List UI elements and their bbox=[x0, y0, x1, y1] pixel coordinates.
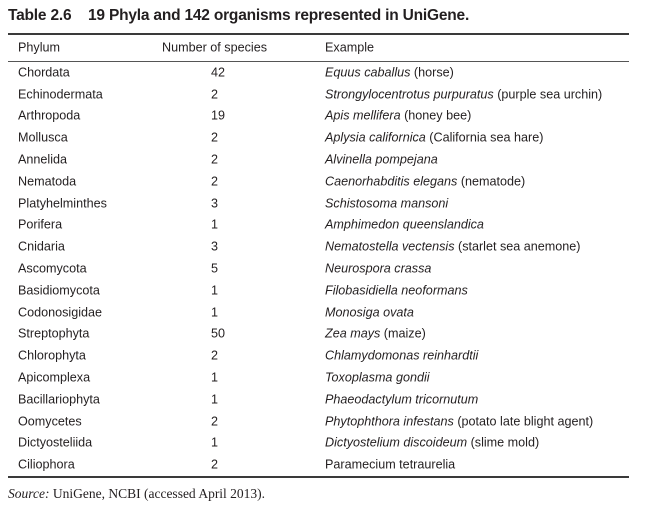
example-scientific-name: Alvinella pompejana bbox=[325, 152, 438, 167]
example-scientific-name: Zea mays bbox=[325, 327, 381, 342]
species-count-cell: 1 bbox=[211, 370, 219, 385]
table-row bbox=[8, 345, 629, 367]
phylum-cell: Codonosigidae bbox=[18, 305, 103, 320]
species-count-cell: 3 bbox=[211, 196, 219, 211]
species-count-cell: 50 bbox=[211, 327, 226, 342]
table-row bbox=[8, 367, 629, 389]
phylum-cell: Cnidaria bbox=[18, 239, 65, 254]
example-cell bbox=[325, 437, 539, 450]
example-common-name: (maize) bbox=[380, 327, 426, 342]
phylum-cell: Porifera bbox=[18, 218, 63, 233]
phylum-cell: Chordata bbox=[18, 65, 70, 80]
example-common-name: (horse) bbox=[410, 65, 454, 80]
table-row bbox=[8, 280, 629, 302]
source-text: UniGene, NCBI (accessed April 2013). bbox=[49, 486, 266, 501]
phylum-cell: Ascomycota bbox=[18, 261, 87, 276]
table-row bbox=[8, 215, 629, 237]
example-cell bbox=[325, 372, 430, 385]
example-cell bbox=[325, 110, 471, 123]
table-row bbox=[8, 171, 629, 193]
example-common-name: (slime mold) bbox=[467, 436, 540, 451]
phylum-cell: Streptophyta bbox=[18, 327, 90, 342]
table-row bbox=[8, 236, 629, 258]
phylum-cell: Ciliophora bbox=[18, 457, 75, 472]
species-count-cell: 1 bbox=[211, 436, 219, 451]
phylum-cell: Arthropoda bbox=[18, 109, 81, 124]
example-cell bbox=[325, 219, 484, 232]
example-cell bbox=[325, 67, 454, 80]
species-count-cell: 2 bbox=[211, 130, 219, 145]
table-row bbox=[8, 302, 629, 324]
example-cell bbox=[325, 306, 414, 319]
phylum-cell: Mollusca bbox=[18, 130, 68, 145]
example-common-name: (potato late blight agent) bbox=[453, 414, 594, 429]
phylum-cell: Bacillariophyta bbox=[18, 392, 100, 407]
example-scientific-name: Apis mellifera bbox=[325, 109, 401, 124]
table-row bbox=[8, 433, 629, 455]
phylum-cell: Platyhelminthes bbox=[18, 196, 107, 211]
table-bottom-rule bbox=[8, 476, 629, 478]
example-scientific-name: Equus caballus bbox=[325, 65, 411, 80]
species-count-cell: 5 bbox=[211, 261, 219, 276]
example-cell bbox=[325, 132, 543, 145]
source-note bbox=[8, 486, 265, 502]
table-row bbox=[8, 324, 629, 346]
example-scientific-name: Filobasidiella neoformans bbox=[325, 283, 468, 298]
example-common-name: (honey bee) bbox=[400, 109, 472, 124]
header-example: Example bbox=[325, 40, 374, 55]
example-scientific-name: Nematostella vectensis bbox=[325, 239, 455, 254]
species-count-cell: 2 bbox=[211, 152, 219, 167]
species-count-cell: 2 bbox=[211, 87, 219, 102]
example-cell bbox=[325, 241, 581, 254]
example-cell bbox=[325, 415, 593, 428]
species-count-cell: 1 bbox=[211, 283, 219, 298]
table-row bbox=[8, 389, 629, 411]
example-cell bbox=[325, 285, 468, 298]
phylum-cell: Dictyosteliida bbox=[18, 436, 93, 451]
table-body bbox=[8, 62, 629, 476]
table-row bbox=[8, 454, 629, 476]
phylum-cell: Apicomplexa bbox=[18, 370, 91, 385]
phylum-cell: Basidiomycota bbox=[18, 283, 100, 298]
example-common-name: Paramecium tetraurelia bbox=[325, 457, 456, 472]
table-title bbox=[8, 7, 469, 25]
species-table bbox=[8, 33, 629, 478]
phylum-cell: Nematoda bbox=[18, 174, 77, 189]
table-row bbox=[8, 193, 629, 215]
example-scientific-name: Monosiga ovata bbox=[325, 305, 414, 320]
example-scientific-name: Chlamydomonas reinhardtii bbox=[325, 348, 479, 363]
species-count-cell: 1 bbox=[211, 218, 219, 233]
phylum-cell: Echinodermata bbox=[18, 87, 103, 102]
phylum-cell: Chlorophyta bbox=[18, 348, 86, 363]
phylum-cell: Oomycetes bbox=[18, 414, 82, 429]
table-header-row bbox=[8, 35, 629, 61]
table-row bbox=[8, 84, 629, 106]
example-scientific-name: Caenorhabditis elegans bbox=[325, 174, 458, 189]
phylum-cell: Annelida bbox=[18, 152, 68, 167]
table-number: Table 2.6 bbox=[8, 7, 72, 24]
example-scientific-name: Toxoplasma gondii bbox=[325, 370, 430, 385]
example-cell bbox=[325, 176, 525, 189]
table-row bbox=[8, 62, 629, 84]
example-scientific-name: Amphimedon queenslandica bbox=[325, 218, 484, 233]
example-common-name: (purple sea urchin) bbox=[493, 87, 603, 102]
species-count-cell: 2 bbox=[211, 174, 219, 189]
table-caption: 19 Phyla and 142 organisms represented in UniGene. bbox=[88, 7, 470, 24]
header-phylum: Phylum bbox=[18, 40, 60, 55]
example-scientific-name: Phaeodactylum tricornutum bbox=[325, 392, 479, 407]
example-cell bbox=[325, 88, 602, 101]
example-scientific-name: Phytophthora infestans bbox=[325, 414, 454, 429]
source-label: Source: bbox=[8, 486, 50, 501]
example-common-name: (nematode) bbox=[457, 174, 526, 189]
species-count-cell: 2 bbox=[211, 457, 219, 472]
example-cell bbox=[325, 328, 426, 341]
table-row bbox=[8, 106, 629, 128]
example-cell bbox=[325, 154, 438, 167]
species-count-cell: 2 bbox=[211, 414, 219, 429]
species-count-cell: 19 bbox=[211, 109, 226, 124]
table-row bbox=[8, 411, 629, 433]
example-scientific-name: Dictyostelium discoideum bbox=[325, 436, 468, 451]
species-count-cell: 1 bbox=[211, 392, 219, 407]
example-common-name: (starlet sea anemone) bbox=[454, 239, 581, 254]
table-row bbox=[8, 149, 629, 171]
example-scientific-name: Strongylocentrotus purpuratus bbox=[325, 87, 494, 102]
header-number-of-species: Number of species bbox=[162, 40, 267, 55]
example-cell bbox=[325, 459, 455, 472]
example-cell bbox=[325, 394, 478, 407]
example-cell bbox=[325, 350, 478, 363]
species-count-cell: 1 bbox=[211, 305, 219, 320]
example-scientific-name: Neurospora crassa bbox=[325, 261, 432, 276]
table-row bbox=[8, 127, 629, 149]
species-count-cell: 2 bbox=[211, 348, 219, 363]
example-common-name: (California sea hare) bbox=[425, 130, 544, 145]
table-row bbox=[8, 258, 629, 280]
example-scientific-name: Aplysia californica bbox=[325, 130, 426, 145]
example-cell bbox=[325, 197, 448, 210]
example-scientific-name: Schistosoma mansoni bbox=[325, 196, 449, 211]
species-count-cell: 42 bbox=[211, 65, 226, 80]
species-count-cell: 3 bbox=[211, 239, 219, 254]
example-cell bbox=[325, 263, 431, 276]
